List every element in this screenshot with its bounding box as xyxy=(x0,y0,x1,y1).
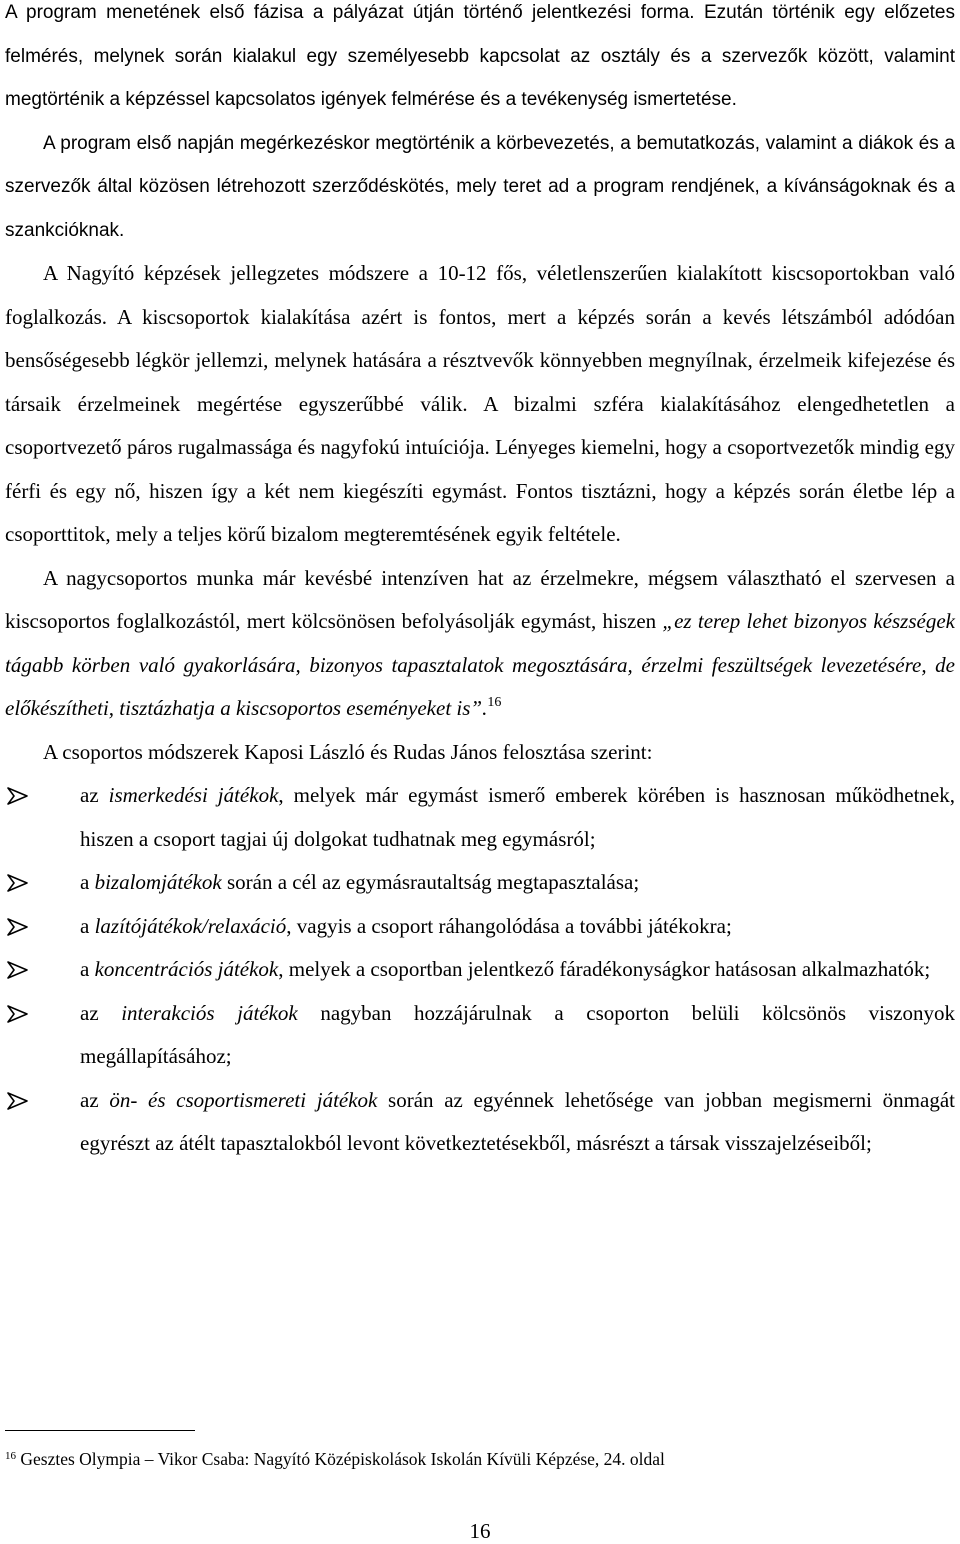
list-item-term: ön- és csoportismereti játékok xyxy=(109,1087,378,1112)
footnote xyxy=(5,1447,665,1471)
footnote-text: Gesztes Olympia – Vikor Csaba: Nagyító Középiskolások Iskolán Kívüli Képzése, 24. oldal xyxy=(16,1449,665,1469)
paragraph-small-groups: A Nagyító képzések jellegzetes módszere a 10-12 fős, véletlenszerűen kialakított kiscsoportokban való foglalkozás. A kiscsoportok kialakítása azért is fontos, mert a képzés során a kevés létszámból adódóan bensőségesebb légkör jellemzi, melynek hatására a résztvevők könnyebben megnyílnak, érzelmeik kifejezése és társaik érzelmeinek megértése egyszerűbbé válik. A bizalmi szféra kialakításához elengedhetetlen a csoportvezető páros rugalmassága és nagyfokú intuíciója. Lényeges kiemelni, hogy a csoportvezetők mindig egy férfi és egy nő, hiszen így a két nem kiegészíti egymást. Fontos tisztázni, hogy a képzés során életbe lép a csoporttitok, mely a teljes körű bizalom megteremtésének egyik feltétele. xyxy=(5,261,955,546)
list-item-term: lazítójátékok/relaxáció xyxy=(94,913,287,938)
list-item-description: során a cél az egymásrautaltság megtapasztalása; xyxy=(221,870,640,894)
list-item-description: során az egyénnek lehetősége van jobban megismerni önmagát egyrészt az átélt tapasztalokból levont következtetésekből, másrészt a társak visszajelzéseiből; xyxy=(80,1087,955,1155)
paragraph-methods-intro: A csoportos módszerek Kaposi László és Rudas János felosztása szerint: xyxy=(43,739,653,764)
list-item-term: bizalomjátékok xyxy=(94,870,222,894)
large-groups-quote: „ez terep lehet bizonyos készségek tágabb körben való gyakorlására, bizonyos tapasztalatok megosztására, érzelmi feszültségek levezetésére, de előkészítheti, tisztázhatja a kiscsoportos eseményeket is”. xyxy=(5,609,955,720)
page-number: 16 xyxy=(469,1519,491,1543)
list-item-prefix: a xyxy=(80,870,95,894)
paragraph-large-groups xyxy=(5,557,955,731)
list-item-prefix: a xyxy=(80,957,95,981)
list-item-description: , melyek már egymást ismerő emberek körében is hasznosan működhetnek, hiszen a csoport tagjai új dolgokat tudhatnak meg egymásról; xyxy=(80,783,955,851)
arrow-bullet-icon xyxy=(7,1092,29,1110)
list-item-description: , vagyis a csoport ráhangolódása a további játékokra; xyxy=(286,913,732,938)
list-item-prefix: az xyxy=(80,1087,110,1112)
list-item-prefix: a xyxy=(80,913,95,938)
list-item-term: interakciós játékok xyxy=(121,1000,298,1025)
list-item xyxy=(5,948,955,992)
list-item xyxy=(5,992,955,1079)
list-item xyxy=(5,1079,955,1166)
list-item-description: nagyban hozzájárulnak a csoporton belüli kölcsönös viszonyok megállapításához; xyxy=(80,1000,955,1068)
list-item xyxy=(5,861,955,905)
list-item xyxy=(5,774,955,861)
paragraph-first-day: A program első napján megérkezéskor megtörténik a körbevezetés, a bemutatkozás, valamint a diákok és a szervezők által közösen létrehozott szerződéskötés, mely teret ad a program rendjének, a kívánságoknak és a szankcióknak. xyxy=(5,132,955,241)
list-item-description: , melyek a csoportban jelentkező fáradékonyságkor hatásosan alkalmazhatók; xyxy=(278,957,931,981)
large-groups-text: A nagycsoportos munka már kevésbé intenzíven hat az érzelmekre, mégsem választható el szervesen a kiscsoportos foglalkozástól, mert kölcsönösen befolyásolják egymást, hiszen xyxy=(5,565,955,633)
footnote-number: 16 xyxy=(5,1450,16,1462)
list-item xyxy=(5,905,955,949)
arrow-bullet-icon xyxy=(7,787,29,805)
arrow-bullet-icon xyxy=(7,1005,29,1023)
document-page xyxy=(5,0,955,1166)
arrow-bullet-icon xyxy=(7,961,29,979)
list-item-prefix: az xyxy=(80,1000,122,1025)
arrow-bullet-icon xyxy=(7,874,29,892)
footnote-separator xyxy=(5,1430,195,1431)
list-item-prefix: az xyxy=(80,783,109,807)
list-item-term: koncentrációs játékok xyxy=(94,957,279,981)
methods-list xyxy=(5,774,955,1166)
arrow-bullet-icon xyxy=(7,918,29,936)
paragraph-application-phase: A program menetének első fázisa a pályázat útján történő jelentkezési forma. Ezután történik egy előzetes felmérés, melynek során kialakul egy személyesebb kapcsolat az osztály és a szervezők között, valamint megtörténik a képzéssel kapcsolatos igények felmérése és a tevékenység ismertetése. xyxy=(5,2,955,110)
footnote-reference[interactable]: 16 xyxy=(487,695,502,710)
list-item-term: ismerkedési játékok xyxy=(108,783,279,807)
